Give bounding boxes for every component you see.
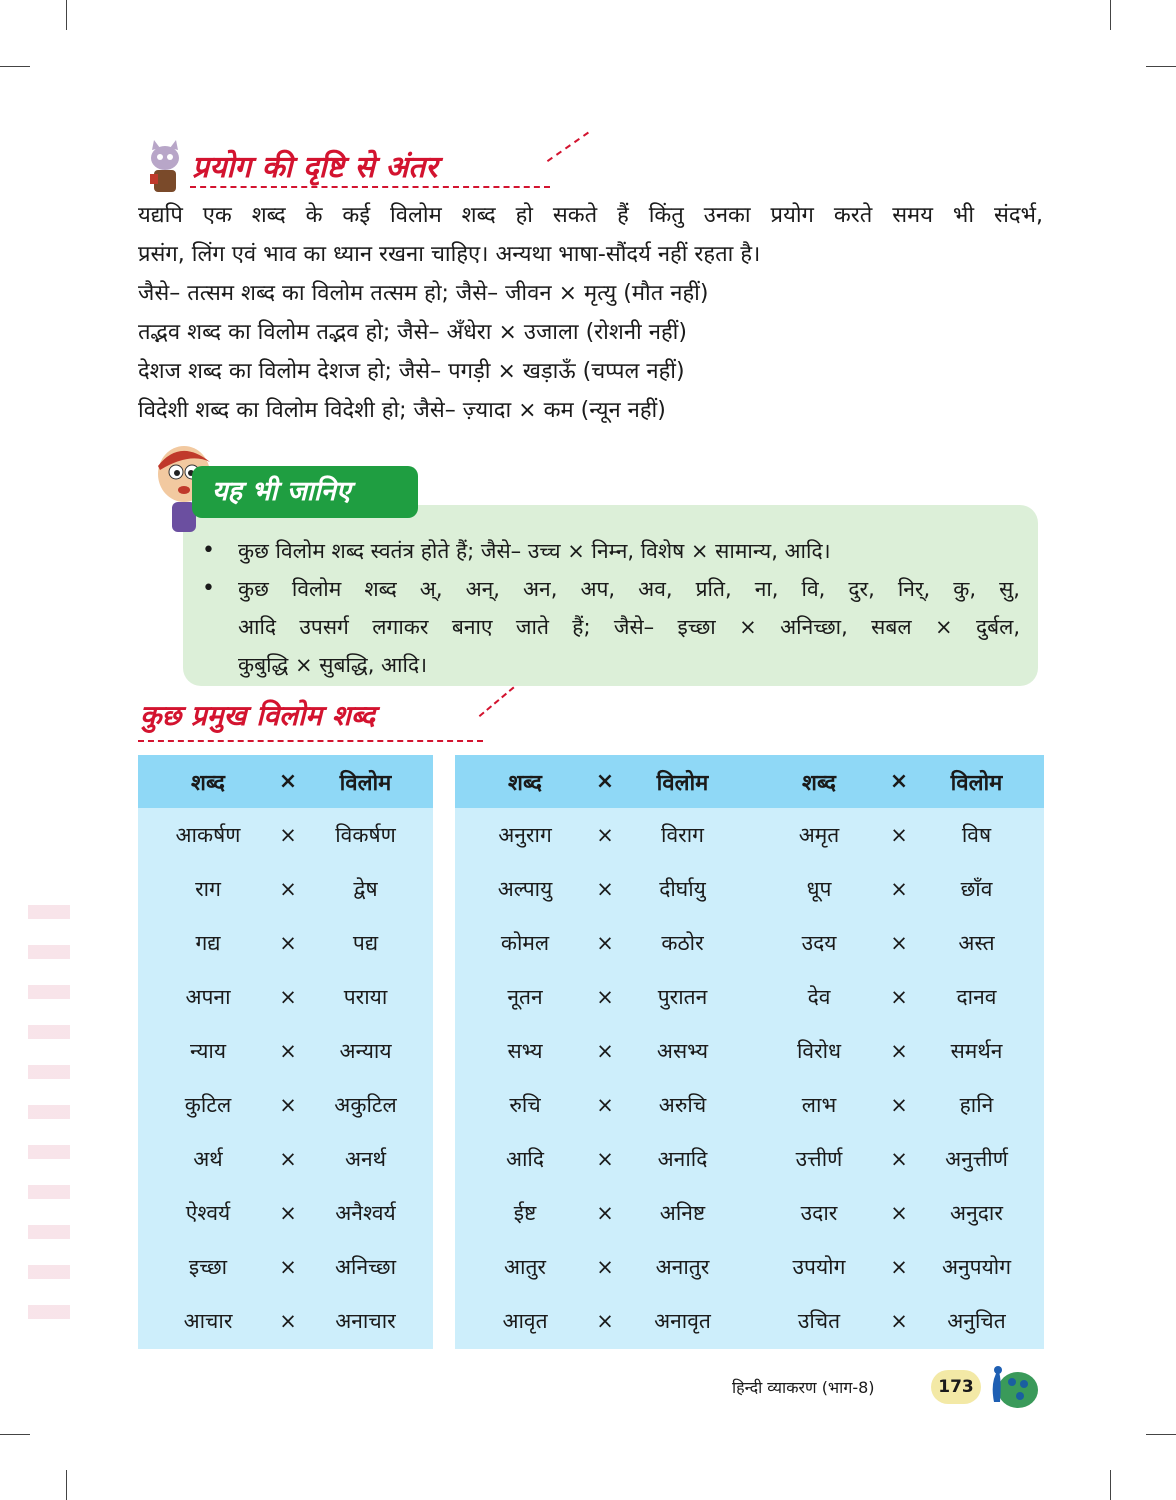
info-badge xyxy=(192,466,418,518)
example-line: देशज शब्द का विलोम देशज हो; जैसे– पगड़ी × खड़ाऊँ (चप्पल नहीं) xyxy=(138,359,685,384)
crop-mark xyxy=(0,66,30,67)
table-row xyxy=(455,916,750,970)
table-row xyxy=(749,1186,1044,1240)
cross-cell: × xyxy=(890,985,908,1009)
table-header xyxy=(749,755,1044,808)
cross-cell: × xyxy=(596,1147,614,1171)
section-heading-usage xyxy=(192,145,438,186)
info-bullet xyxy=(200,532,1020,570)
crop-mark xyxy=(1146,1434,1176,1435)
antonym-cell: कठोर xyxy=(661,931,704,955)
crop-mark xyxy=(1110,0,1111,30)
table-row xyxy=(138,808,433,862)
antonym-cell: दानव xyxy=(956,985,997,1009)
table-row xyxy=(138,1132,433,1186)
word-cell: उदय xyxy=(801,931,837,955)
section-heading-antonyms xyxy=(140,696,375,734)
word-cell: उत्तीर्ण xyxy=(795,1147,843,1171)
word-cell: न्याय xyxy=(190,1039,226,1063)
table-header xyxy=(455,755,750,808)
cat-mascot-icon xyxy=(140,140,190,198)
word-cell: अर्थ xyxy=(193,1147,223,1171)
word-cell: आचार xyxy=(183,1309,233,1333)
table-row xyxy=(138,1078,433,1132)
word-cell: विरोध xyxy=(796,1039,842,1063)
word-cell: राग xyxy=(195,877,221,901)
word-cell: नूतन xyxy=(507,985,543,1009)
cross-cell: × xyxy=(890,1201,908,1225)
table-row xyxy=(138,1294,433,1348)
word-cell: अनुराग xyxy=(498,823,552,847)
table-row xyxy=(749,1024,1044,1078)
word-cell: इच्छा xyxy=(188,1255,228,1279)
header-word: शब्द xyxy=(508,770,542,796)
header-cross: × xyxy=(595,769,615,794)
word-cell: ईष्ट xyxy=(513,1201,537,1225)
bullet-text: कुछ विलोम शब्द स्वतंत्र होते हैं; जैसे– उच्च × निम्न, विशेष × सामान्य, आदि। xyxy=(238,539,831,563)
header-cross: × xyxy=(278,769,298,794)
crop-mark xyxy=(66,1470,67,1500)
table-row xyxy=(749,808,1044,862)
table-row xyxy=(455,862,750,916)
antonym-cell: द्वेष xyxy=(353,877,378,901)
info-bullet xyxy=(200,570,1020,684)
antonym-cell: अनिच्छा xyxy=(334,1255,397,1279)
info-bullet-list xyxy=(200,532,1020,684)
table-row xyxy=(455,808,750,862)
page-number: 173 xyxy=(931,1370,981,1404)
paragraph-line: प्रसंग, लिंग एवं भाव का ध्यान रखना चाहिए। अन्यथा भाषा-सौंदर्य नहीं रहता है। xyxy=(138,242,761,267)
antonym-cell: विराग xyxy=(661,823,704,847)
antonym-cell: अनावृत xyxy=(654,1309,711,1333)
cross-cell: × xyxy=(279,1309,297,1333)
cross-cell: × xyxy=(596,985,614,1009)
cross-cell: × xyxy=(596,1093,614,1117)
table-row xyxy=(138,1186,433,1240)
antonym-table-3 xyxy=(749,755,1044,1349)
word-cell: ऐश्वर्य xyxy=(185,1201,231,1225)
crop-mark xyxy=(1146,66,1176,67)
cross-cell: × xyxy=(596,823,614,847)
antonym-cell: अनाचार xyxy=(335,1309,396,1333)
cross-cell: × xyxy=(279,985,297,1009)
table-row xyxy=(455,1078,750,1132)
table-row xyxy=(455,1132,750,1186)
word-cell: रुचि xyxy=(509,1093,541,1117)
cross-cell: × xyxy=(596,877,614,901)
antonym-cell: अनुत्तीर्ण xyxy=(945,1147,1008,1171)
table-row xyxy=(455,1186,750,1240)
table-row xyxy=(455,1240,750,1294)
cross-cell: × xyxy=(890,877,908,901)
cross-cell: × xyxy=(279,877,297,901)
antonym-cell: हानि xyxy=(959,1093,994,1117)
header-antonym: विलोम xyxy=(656,770,709,796)
word-cell: आवृत xyxy=(502,1309,548,1333)
table-row xyxy=(455,970,750,1024)
antonym-cell: अनुदार xyxy=(950,1201,1003,1225)
antonym-cell: अनुपयोग xyxy=(941,1255,1012,1279)
header-word: शब्द xyxy=(191,770,225,796)
heading-dashed-underline xyxy=(138,740,483,742)
table-row xyxy=(138,970,433,1024)
antonym-cell: अन्याय xyxy=(339,1039,392,1063)
table-row xyxy=(138,862,433,916)
table-row xyxy=(455,1024,750,1078)
header-cross: × xyxy=(889,769,909,794)
cross-cell: × xyxy=(596,1255,614,1279)
table-row xyxy=(749,970,1044,1024)
section-heading-text: कुछ प्रमुख विलोम शब्द xyxy=(140,699,375,732)
word-cell: अल्पायु xyxy=(497,877,553,901)
cross-cell: × xyxy=(890,1147,908,1171)
header-word: शब्द xyxy=(802,770,836,796)
antonym-cell: छाँव xyxy=(960,877,993,901)
word-cell: उचित xyxy=(797,1309,841,1333)
antonym-cell: अनर्थ xyxy=(344,1147,387,1171)
word-cell: सभ्य xyxy=(507,1039,543,1063)
antonym-cell: पद्य xyxy=(352,931,379,955)
cross-cell: × xyxy=(890,1039,908,1063)
antonym-cell: पुरातन xyxy=(657,985,708,1009)
info-badge-title: यह भी जानिए xyxy=(212,476,351,507)
bullet-text: कुबुद्धि × सुबद्धि, आदि। xyxy=(238,653,428,677)
table-row xyxy=(455,1294,750,1348)
cross-cell: × xyxy=(596,1039,614,1063)
antonym-cell: अनादि xyxy=(657,1147,708,1171)
peacock-icon xyxy=(980,1362,1040,1412)
paragraph-line: यद्यपि एक शब्द के कई विलोम शब्द हो सकते हैं किंतु उनका प्रयोग करते समय भी संदर्भ, xyxy=(138,203,1043,228)
table-row xyxy=(138,916,433,970)
antonym-cell: पराया xyxy=(343,985,388,1009)
word-cell: धूप xyxy=(806,877,832,901)
crop-mark xyxy=(1110,1470,1111,1500)
word-cell: अमृत xyxy=(798,823,840,847)
cross-cell: × xyxy=(279,931,297,955)
cross-cell: × xyxy=(890,1255,908,1279)
table-row xyxy=(138,1024,433,1078)
word-cell: गद्य xyxy=(195,931,221,955)
bullet-text: • कुछ विलोम शब्द अ्, अन्, अन, अप, अव, प्रति, ना, वि, दुर, निर्, कु, सु, xyxy=(238,577,1020,601)
cross-cell: × xyxy=(890,931,908,955)
antonym-cell: समर्थन xyxy=(950,1039,1003,1063)
table-row xyxy=(749,862,1044,916)
word-cell: आकर्षण xyxy=(175,823,241,847)
word-cell: देव xyxy=(807,985,831,1009)
header-antonym: विलोम xyxy=(950,770,1003,796)
crop-mark xyxy=(0,1434,30,1435)
table-row xyxy=(749,916,1044,970)
antonym-cell: अनैश्वर्य xyxy=(335,1201,396,1225)
cross-cell: × xyxy=(596,1309,614,1333)
table-row xyxy=(749,1294,1044,1348)
cross-cell: × xyxy=(279,1147,297,1171)
usage-paragraph xyxy=(138,196,1043,430)
cross-cell: × xyxy=(890,823,908,847)
example-line: तद्भव शब्द का विलोम तद्भव हो; जैसे– अँधेरा × उजाला (रोशनी नहीं) xyxy=(138,320,687,345)
antonym-cell: अकुटिल xyxy=(334,1093,397,1117)
cross-cell: × xyxy=(596,931,614,955)
header-antonym: विलोम xyxy=(339,770,392,796)
word-cell: आदि xyxy=(505,1147,545,1171)
antonym-cell: अनातुर xyxy=(655,1255,710,1279)
example-line: विदेशी शब्द का विलोम विदेशी हो; जैसे– ज़्यादा × कम (न्यून नहीं) xyxy=(138,398,666,423)
cross-cell: × xyxy=(279,1255,297,1279)
example-line: जैसे– तत्सम शब्द का विलोम तत्सम हो; जैसे– जीवन × मृत्यु (मौत नहीं) xyxy=(138,281,709,306)
table-row xyxy=(749,1078,1044,1132)
word-cell: कोमल xyxy=(500,931,550,955)
cross-cell: × xyxy=(279,823,297,847)
table-row xyxy=(138,1240,433,1294)
word-cell: आतुर xyxy=(503,1255,547,1279)
cross-cell: × xyxy=(279,1201,297,1225)
antonym-table-2 xyxy=(455,755,750,1349)
antonym-table-1 xyxy=(138,755,433,1349)
word-cell: कुटिल xyxy=(184,1093,232,1117)
word-cell: उदार xyxy=(800,1201,838,1225)
antonym-cell: अस्त xyxy=(958,931,995,955)
heading-dashed-underline xyxy=(190,186,550,188)
cross-cell: × xyxy=(596,1201,614,1225)
table-header xyxy=(138,755,433,808)
antonym-cell: असभ्य xyxy=(656,1039,709,1063)
word-cell: लाभ xyxy=(801,1093,837,1117)
cross-cell: × xyxy=(890,1093,908,1117)
word-cell: अपना xyxy=(185,985,231,1009)
cross-cell: × xyxy=(279,1093,297,1117)
table-row xyxy=(749,1132,1044,1186)
bullet-text: आदि उपसर्ग लगाकर बनाए जाते हैं; जैसे– इच्छा × अनिच्छा, सबल × दुर्बल, xyxy=(238,615,1020,639)
heading-dashed-slash xyxy=(479,687,515,717)
antonym-cell: अरुचि xyxy=(658,1093,707,1117)
word-cell: उपयोग xyxy=(792,1255,846,1279)
antonym-cell: विष xyxy=(961,823,992,847)
antonym-cell: अनुचित xyxy=(947,1309,1006,1333)
antonym-cell: दीर्घायु xyxy=(659,877,706,901)
section-heading-text: प्रयोग की दृष्टि से अंतर xyxy=(192,150,438,185)
antonym-cell: अनिष्ट xyxy=(659,1201,706,1225)
antonym-cell: विकर्षण xyxy=(335,823,396,847)
cross-cell: × xyxy=(890,1309,908,1333)
table-row xyxy=(749,1240,1044,1294)
heading-dashed-slash xyxy=(547,132,589,162)
footer-book-title: हिन्दी व्याकरण (भाग-8) xyxy=(732,1378,875,1397)
cross-cell: × xyxy=(279,1039,297,1063)
crop-mark xyxy=(66,0,67,30)
edge-decoration xyxy=(28,905,70,1335)
